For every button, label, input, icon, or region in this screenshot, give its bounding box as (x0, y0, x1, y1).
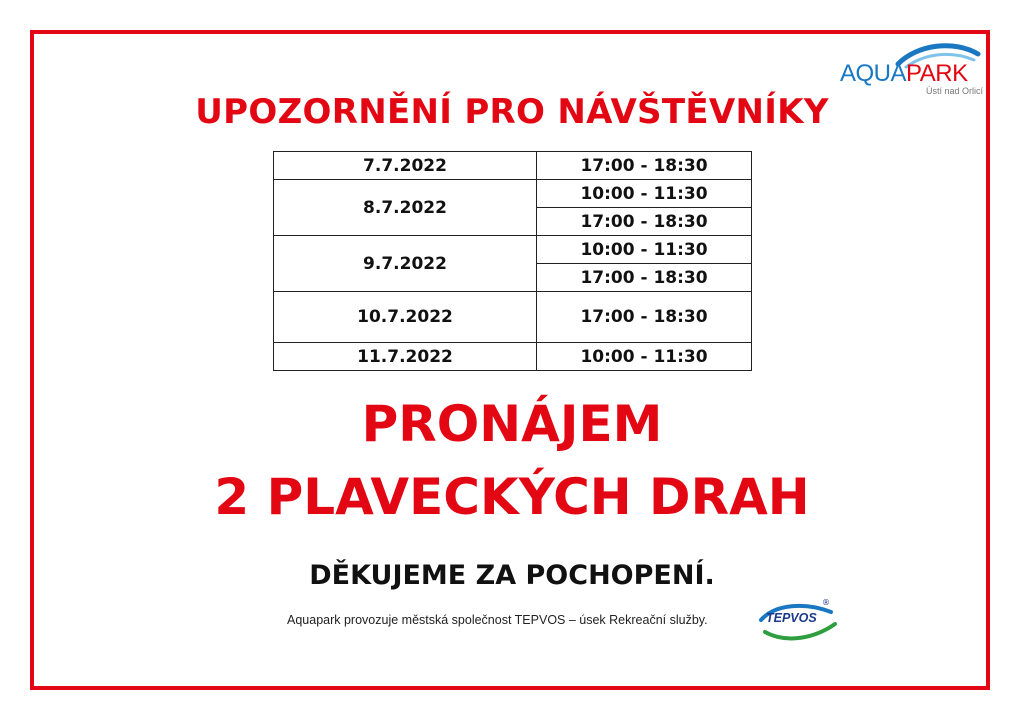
time-cell: 10:00 - 11:30 (537, 236, 752, 264)
time-cell: 10:00 - 11:30 (537, 180, 752, 208)
tepvos-logo (757, 598, 839, 646)
thanks-message: DĚKUJEME ZA POCHOPENÍ. (309, 560, 715, 591)
time-cell: 17:00 - 18:30 (537, 208, 752, 236)
date-cell: 11.7.2022 (274, 343, 537, 371)
date-cell: 8.7.2022 (274, 180, 537, 236)
date-cell: 10.7.2022 (274, 292, 537, 343)
time-cell: 17:00 - 18:30 (537, 292, 752, 343)
date-cell: 9.7.2022 (274, 236, 537, 292)
table-row (274, 292, 752, 343)
table-row (274, 236, 752, 264)
announcement-line-2: 2 PLAVECKÝCH DRAH (214, 468, 810, 526)
time-cell: 17:00 - 18:30 (537, 264, 752, 292)
logo-aqua: AQUA (840, 60, 907, 87)
tepvos-logo-text: TEPVOS (766, 611, 817, 625)
time-cell: 10:00 - 11:30 (537, 343, 752, 371)
page-heading: UPOZORNĚNÍ PRO NÁVŠTĚVNÍKY (195, 92, 829, 132)
logo-park: PARK (906, 60, 968, 87)
logo-subtitle: Ústí nad Orlicí (926, 86, 984, 96)
date-cell: 7.7.2022 (274, 152, 537, 180)
aquapark-logo-text (840, 60, 968, 88)
table-row (274, 343, 752, 371)
announcement-line-1: PRONÁJEM (361, 395, 663, 453)
table-row (274, 152, 752, 180)
time-cell: 17:00 - 18:30 (537, 152, 752, 180)
aquapark-logo (836, 40, 984, 100)
table-row (274, 180, 752, 208)
schedule-table (273, 151, 752, 371)
footer-text: Aquapark provozuje městská společnost TEPVOS – úsek Rekreační služby. (287, 613, 708, 627)
registered-mark: ® (822, 598, 830, 607)
